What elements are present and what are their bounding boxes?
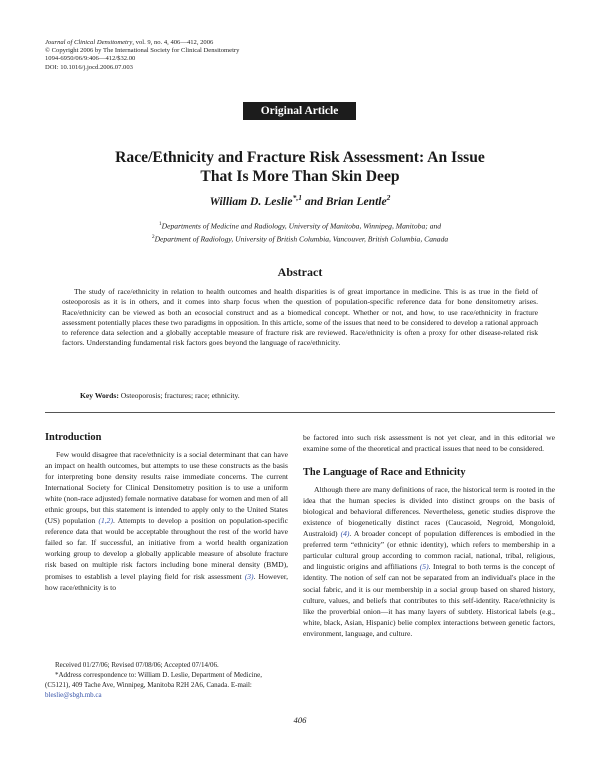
page-number: 406: [293, 715, 307, 725]
affiliation-2: [60, 232, 540, 245]
journal-volume: , vol. 9, no. 4, 406—412, 2006: [132, 39, 214, 46]
author-2: Brian Lentle: [325, 194, 387, 208]
author-conjunction: and: [301, 194, 326, 208]
author-1-marks: *,1: [292, 193, 302, 202]
continued-paragraph: be factored into such risk assessment is not yet clear, and in this editorial we examine some of the theoretical and practical issues that need to be considered.: [303, 433, 555, 454]
doi-line: DOI: 10.1016/j.jocd.2006.07.003: [45, 63, 133, 71]
abstract-text: The study of race/ethnicity in relation to health outcomes and health disparities is of great importance in medicine. This is as true in the field of osteoporosis as it is in others, and it comes into sharp focus when the question of population-specific reference data for bone densitometry arises. Race/ethnicity can be viewed as both an ecosocial construct and as a biomedical concept. Whether or not, and how, to use race/ethnicity in fracture assessment potentially places these two paradigms in opposition. In this article, some of the issues that need to be considered to develop a rational approach to reference data selection and a globally acceptable measure of fracture risk are reviewed. Race/ethnicity is often a proxy for other disease-related risk factors. Understanding fundamental risk factors goes beyond the language of race/ethnicity.: [62, 287, 538, 348]
language-text-2: . A broader concept of population differences is embodied in the preferred term “ethnicity” (or ethnic identity), which refers to membership in a particular cultural group according to common racial, national, tribal, religious, and linguistic origins and affiliations: [303, 529, 555, 572]
language-text-3: . Integral to both terms is the concept of identity. The notion of self can not be separated from an individual's place in the social fabric, and it is our membership in a social group based on shared history, culture, values, and beliefs that contributes to this self-identity. Race/ethnicity is like the proverbial onion—it has many layers of subtlety. Historical labels (e.g., white, black, Asian, Hispanic) belie complex interactions between genetic factors, environment, language, and culture.: [303, 562, 555, 638]
affiliation-2-mark: 2: [151, 233, 155, 240]
section-divider: [45, 412, 555, 413]
affiliation-1-mark: 1: [158, 221, 162, 227]
right-column: [303, 432, 555, 639]
introduction-paragraph: [45, 449, 288, 593]
citation-link[interactable]: (1,2): [98, 516, 113, 526]
citation-link[interactable]: (3): [244, 571, 254, 581]
email-link[interactable]: bleslie@sbgh.mb.ca: [45, 691, 102, 699]
language-paragraph: [303, 484, 555, 639]
title-line-2: That Is More Than Skin Deep: [200, 168, 400, 185]
citation-link[interactable]: (4): [340, 529, 350, 539]
intro-text-3: . However, how race/ethnicity is to: [45, 571, 288, 592]
language-text-1: Although there are many definitions of race, the historical term is rooted in the idea that the human species is divided into distinct groups on the basis of biological and behavioral differences. Nevertheless, genetic studies disprove the existence of biogenetically distinct races (Caucasoid, Negroid, Mongoloid, Australoid): [303, 485, 555, 539]
author-1: William D. Leslie: [209, 194, 293, 208]
received-dates: Received 01/27/06; Revised 07/08/06; Accepted 07/14/06.: [55, 661, 219, 669]
introduction-heading: Introduction: [45, 432, 102, 443]
author-2-marks: 2: [386, 193, 391, 202]
affiliation-1: [60, 219, 540, 232]
affiliation-2-text: Department of Radiology, University of British Columbia, Vancouver, British Columbia, Canada: [154, 234, 449, 244]
footnotes: [45, 660, 288, 700]
intro-text-1: Few would disagree that race/ethnicity is a social determinant that can have an impact on health outcomes, but attempts to use these constructs as the basis for interpreting bone density results raise immediate concerns. The current International Society for Clinical Densitometry position is to use a uniform white (non-race adjusted) female normative database for women and men of all ethnic groups, but this statement is intended to apply only to the United States (US) population: [45, 450, 288, 526]
journal-header: [45, 39, 345, 72]
affiliations: [60, 219, 540, 244]
keywords-label: Key Words:: [80, 391, 119, 400]
address-text: *Address correspondence to: William D. Leslie, Department of Medicine, (C5121), 409 Tache Ave, Winnipeg, Manitoba R2H 2A6, Canada. E-mail:: [45, 671, 262, 689]
author-list: [60, 193, 540, 208]
article-title: [60, 148, 540, 186]
abstract-heading: Abstract: [277, 265, 323, 279]
citation-link[interactable]: (5): [419, 562, 429, 572]
article-type-badge: Original Article: [243, 102, 356, 120]
issn-line: 1094-6950/06/9:406—412/$32.00: [45, 55, 136, 63]
keywords: [80, 391, 540, 400]
language-section-heading: The Language of Race and Ethnicity: [303, 467, 466, 479]
keywords-text: Osteoporosis; fractures; race; ethnicity.: [118, 391, 240, 400]
copyright-line: © Copyright 2006 by The International Society for Clinical Densitometry: [45, 47, 240, 55]
intro-text-2: . Attempts to develop a position on population-specific reference data that would be acceptable throughout the rest of the world have failed so far. If successful, an initiative from a world health organization working group to develop a globally applicable measure of absolute fracture risk based on multiple risk factors including bone mineral density (BMD), promises to establish a level playing field for risk assessment: [45, 516, 288, 581]
journal-citation: [45, 39, 345, 47]
left-column: [45, 432, 288, 593]
title-line-1: Race/Ethnicity and Fracture Risk Assessment: An Issue: [115, 149, 485, 166]
correspondence-address: [45, 670, 288, 700]
journal-name: Journal of Clinical Densitometry: [45, 39, 133, 46]
affiliation-1-text: Departments of Medicine and Radiology, University of Manitoba, Winnipeg, Manitoba; and: [161, 221, 442, 231]
